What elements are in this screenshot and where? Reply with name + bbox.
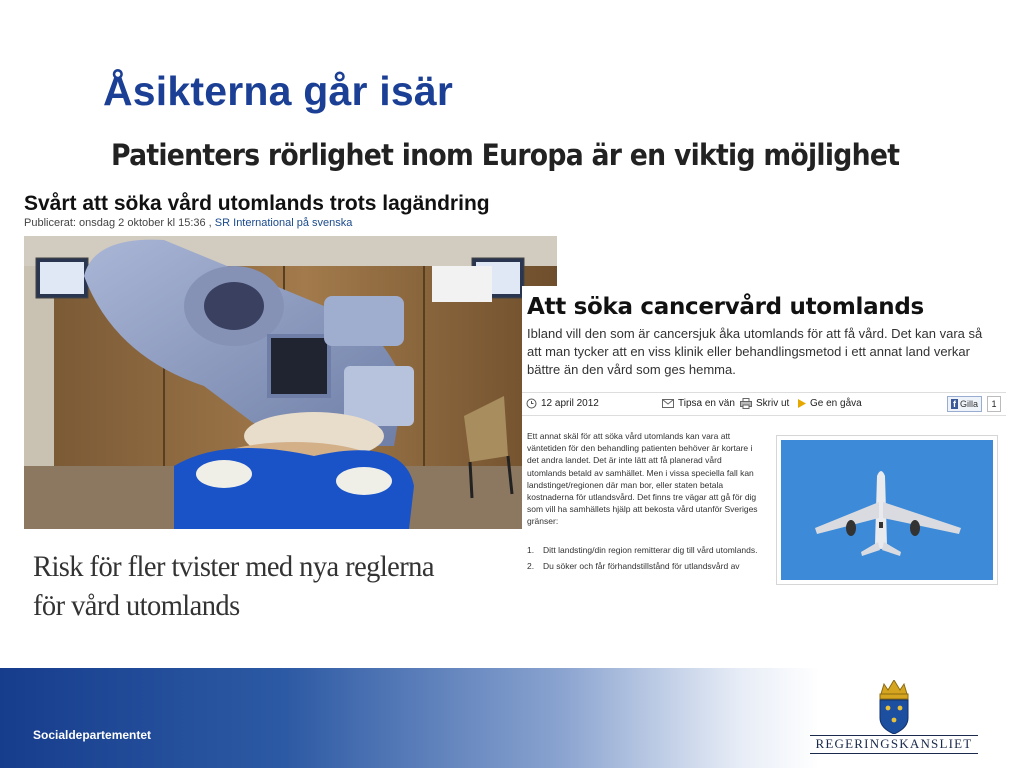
footer-department: Socialdepartementet: [33, 728, 152, 742]
logo-rule-bottom: [810, 753, 978, 754]
sr-meta-published: Publicerat: onsdag 2 oktober kl 15:36 ,: [24, 217, 212, 229]
slide-title: Åsikterna går isär: [103, 68, 453, 114]
crown-emblem-icon: [808, 680, 980, 734]
list-item: 1. Ditt landsting/din region remitterar dig till vård utomlands.: [527, 545, 758, 555]
article-toolbar: [522, 392, 1006, 416]
donate-link[interactable]: Ge en gåva: [798, 398, 862, 409]
radiotherapy-illustration: [24, 236, 557, 529]
airplane-illustration: [777, 436, 997, 584]
sr-article-title: Svårt att söka vård utomlands trots lagändring: [24, 192, 490, 215]
sr-meta-source: SR International på svenska: [214, 217, 353, 229]
airplane-photo: [776, 435, 998, 585]
sr-article-clip: [24, 192, 557, 529]
cancer-article-ingress: Ibland vill den som är cancersjuk åka utomlands för att få vård. Det kan vara så att man tycker att en viss klinik eller behandlingsmetod i ett annat land verkar bättre än den vård som ges hemma.: [527, 326, 983, 377]
email-link[interactable]: Tipsa en vän: [662, 398, 735, 409]
cancer-article-clip: [522, 286, 1018, 588]
headline-europe: Patienters rörlighet inom Europa är en viktig möjlighet: [111, 138, 900, 172]
regeringskansliet-logo: [808, 680, 980, 758]
list-item: 2. Du söker och får förhandstillstånd för utlandsvård av: [527, 561, 740, 572]
facebook-like-button[interactable]: f Gilla: [947, 396, 982, 412]
sr-article-meta: [24, 217, 352, 229]
printer-icon: [740, 398, 752, 409]
logo-text: REGERINGSKANSLIET: [815, 736, 973, 751]
headline-risk-line-1: Risk för fler tvister med nya reglerna: [33, 550, 434, 583]
radiotherapy-photo: [24, 236, 557, 529]
cancer-article-title: Att söka cancervård utomlands: [527, 294, 924, 320]
envelope-icon: [662, 399, 674, 408]
facebook-icon: f: [953, 399, 956, 409]
headline-risk-line-2: för vård utomlands: [33, 589, 240, 622]
cancer-article-body: Ett annat skäl för att söka vård utomlands kan vara att väntetiden för den behandling patienten behöver är kortare i det andra landet. Det är inte lätt att få planerad vård utomlands betald av samhället. Men i vissa speciella fall kan landstinget/regionen där man bor, eller staten betala kostnaderna för utlandsvård. Det finns tre vägar att gå för dig som vill ha samhällets hjälp att bekosta vård utanför Sveriges gränser:: [527, 431, 758, 527]
article-date: 12 april 2012: [526, 398, 599, 409]
cancer-article-list: [527, 544, 759, 576]
headline-risk: [33, 547, 434, 625]
like-count: 1: [987, 396, 1001, 412]
clock-icon: [526, 398, 537, 409]
print-link[interactable]: Skriv ut: [740, 398, 789, 409]
play-arrow-icon: [798, 399, 806, 408]
